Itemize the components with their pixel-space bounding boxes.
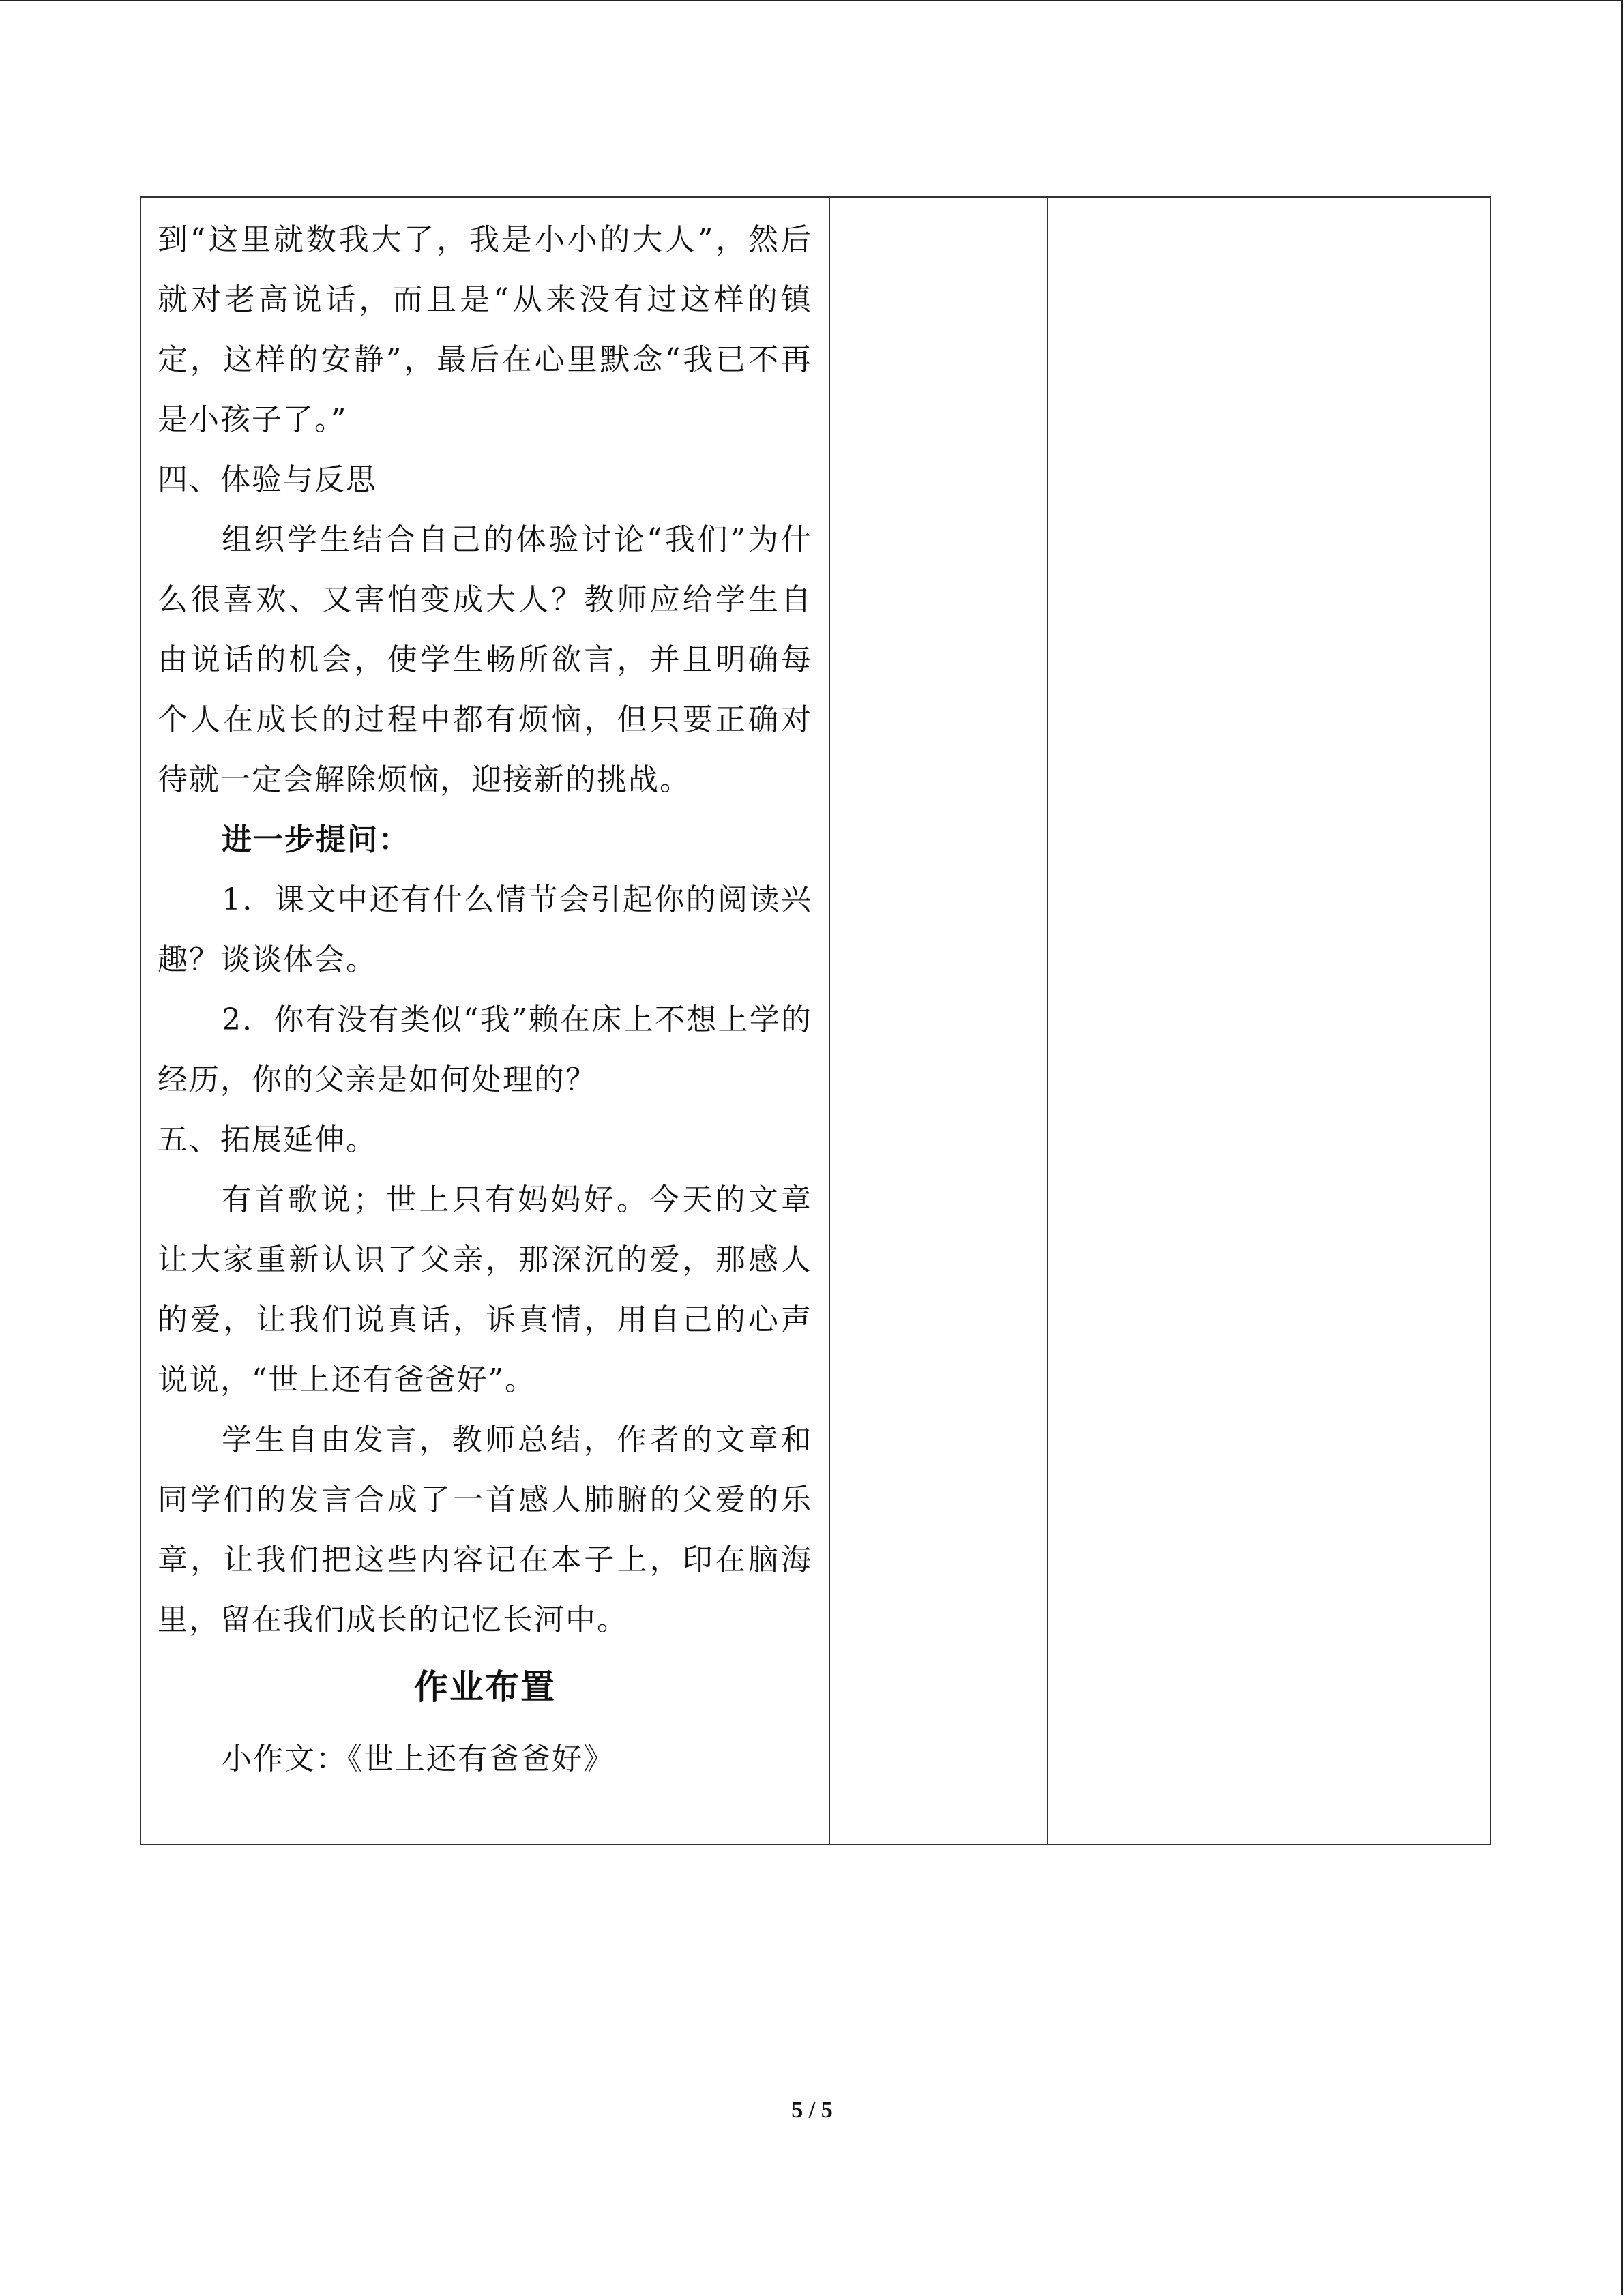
paragraph-song: 有首歌说；世上只有妈妈好。今天的文章让大家重新认识了父亲，那深沉的爱，那感人的爱，让我们说真话，诉真情，用自己的心声说说，“世上还有爸爸好”。 [158, 1182, 812, 1397]
homework-heading: 作业布置 [414, 1667, 556, 1707]
section-heading-extension: 五、拓展延伸。 [158, 1122, 377, 1157]
question-1: 1．课文中还有什么情节会引起你的阅读兴趣？谈谈体会。 [158, 882, 812, 977]
table-row [141, 197, 1490, 1845]
paragraph-summary: 学生自由发言，教师总结，作者的文章和同学们的发言合成了一首感人肺腑的父爱的乐章，让我们把这些内容记在本子上，印在脑海里，留在我们成长的记忆长河中。 [158, 1422, 812, 1637]
question-2: 2．你有没有类似“我”赖在床上不想上学的经历，你的父亲是如何处理的？ [158, 1002, 812, 1097]
homework-text: 小作文：《世上还有爸爸好》 [222, 1742, 615, 1776]
paragraph-discussion: 组织学生结合自己的体验讨论“我们”为什么很喜欢、又害怕变成大人？教师应给学生自由说话的机会，使学生畅所欲言，并且明确每个人在成长的过程中都有烦恼，但只要正确对待就一定会解除烦恼，迎接新的挑战。 [158, 522, 812, 797]
content-cell [141, 197, 829, 1845]
page-number: 5 / 5 [791, 2098, 833, 2123]
section-heading-reflection: 四、体验与反思 [158, 462, 377, 497]
empty-cell-right [1048, 197, 1490, 1845]
further-questions-label: 进一步提问： [222, 822, 410, 857]
lesson-plan-table [140, 196, 1491, 1845]
lesson-content [141, 198, 829, 1789]
empty-cell-middle [829, 197, 1048, 1845]
paragraph-continuation: 到“这里就数我大了，我是小小的大人”，然后就对老高说话，而且是“从来没有过这样的镇定，这样的安静”，最后在心里默念“我已不再是小孩子了。” [158, 222, 812, 437]
